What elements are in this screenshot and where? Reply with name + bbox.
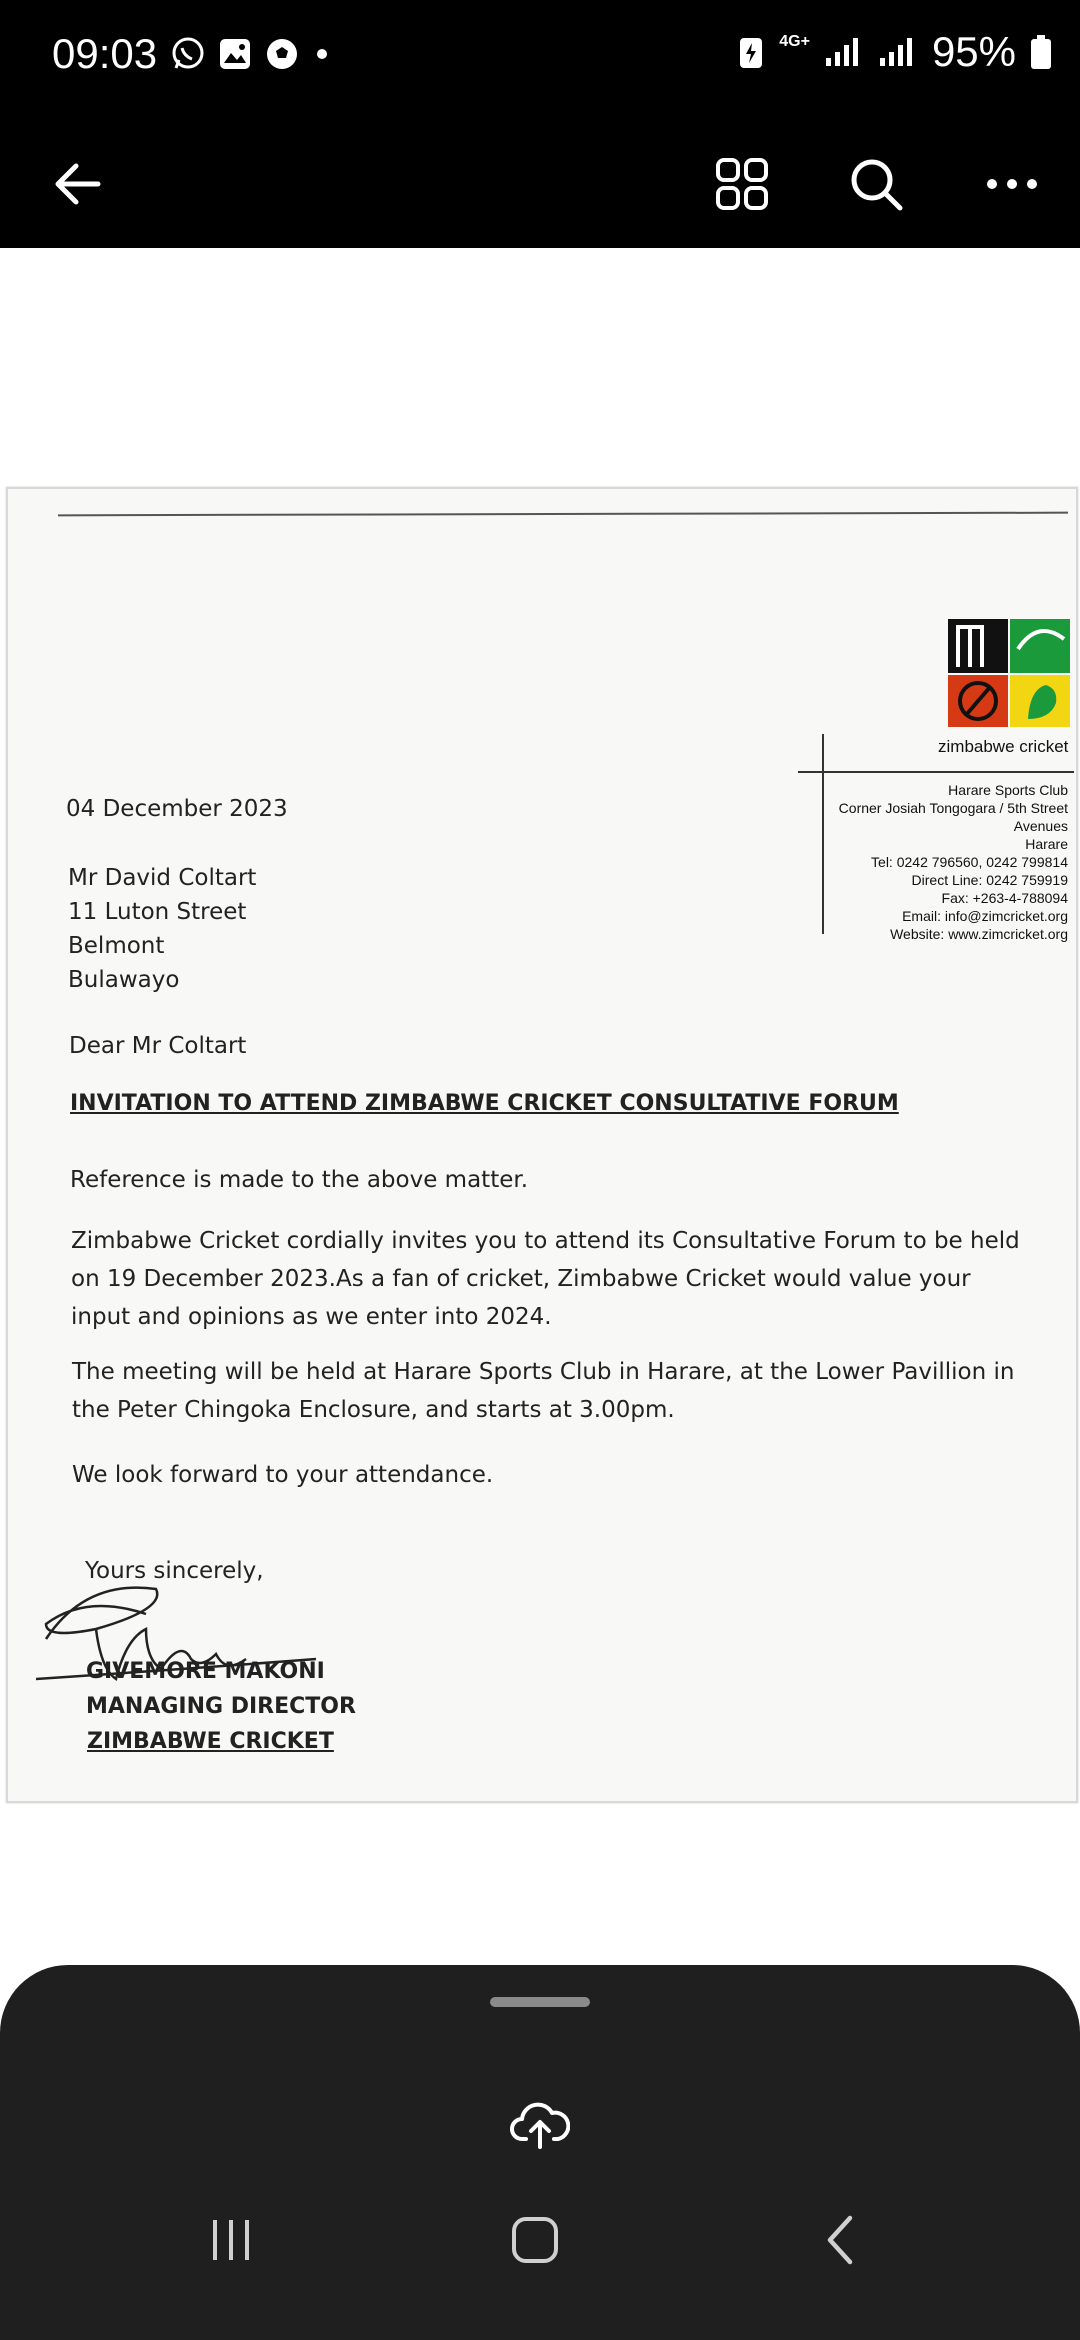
- whatsapp-icon: [170, 36, 206, 72]
- address-line: Tel: 0242 796560, 0242 799814: [871, 854, 1068, 870]
- gallery-icon: [218, 37, 252, 71]
- home-icon: [510, 2215, 560, 2265]
- battery-icon: [1030, 34, 1052, 70]
- letter-date: 04 December 2023: [66, 796, 288, 822]
- paragraph: We look forward to your attendance.: [72, 1462, 494, 1488]
- signatory-name: GIVEMORE MAKONI: [86, 1659, 325, 1684]
- search-button[interactable]: [834, 142, 918, 226]
- status-bar: [0, 0, 1080, 118]
- address-line: Fax: +263-4-788094: [941, 890, 1068, 906]
- bottom-sheet: [0, 1965, 1080, 2340]
- subject-line: INVITATION TO ATTEND ZIMBABWE CRICKET CONSULTATIVE FORUM: [70, 1091, 899, 1116]
- address-line: Direct Line: 0242 759919: [911, 872, 1068, 888]
- dot-icon: [312, 44, 332, 64]
- nav-back-button[interactable]: [795, 2200, 885, 2280]
- address-line: Website: www.zimcricket.org: [890, 926, 1068, 942]
- more-horizontal-icon: [984, 174, 1040, 194]
- status-right: [737, 28, 1052, 76]
- status-time: 09:03: [52, 30, 158, 77]
- zimbabwe-cricket-logo: [948, 619, 1070, 727]
- grid-icon: [712, 154, 772, 214]
- page-top-rule: [58, 512, 1068, 517]
- salutation: Dear Mr Coltart: [69, 1033, 247, 1059]
- nav-back-icon: [820, 2212, 860, 2268]
- battery-saver-icon: [737, 34, 765, 70]
- recents-icon: [207, 2216, 255, 2264]
- sheet-drag-handle[interactable]: [490, 1997, 590, 2007]
- football-icon: [264, 36, 300, 72]
- signal-icon-2: [878, 36, 918, 68]
- more-options-button[interactable]: [970, 142, 1054, 226]
- recipient-line: Belmont: [68, 933, 165, 959]
- recipient-line: Bulawayo: [68, 967, 180, 993]
- paragraph: The meeting will be held at Harare Sports Club in Harare, at the Lower Pavillion in the Peter Chingoka Enclosure, and starts at 3.00pm.: [72, 1359, 1015, 1423]
- notification-icons: [170, 36, 332, 72]
- signatory-org: ZIMBABWE CRICKET: [87, 1729, 334, 1754]
- upload-button[interactable]: [500, 2090, 580, 2160]
- network-type: 4G+: [779, 33, 810, 50]
- address-line: Harare Sports Club: [948, 782, 1068, 798]
- document-image[interactable]: [6, 487, 1078, 1803]
- recents-button[interactable]: [186, 2200, 276, 2280]
- letterhead-address: [839, 781, 1068, 943]
- address-line: Corner Josiah Tongogara / 5th Street: [838, 800, 1068, 816]
- signal-icon: [824, 36, 864, 68]
- back-button[interactable]: [36, 142, 120, 226]
- search-icon: [846, 154, 906, 214]
- arrow-left-icon: [50, 156, 106, 212]
- address-line: Email: info@zimcricket.org: [902, 908, 1068, 924]
- paragraph: Zimbabwe Cricket cordially invites you to attend its Consultative Forum to be held on 19 December 2023.As a fan of cricket, Zimbabwe Cricket would value your input and opinions as we enter into 2024.: [71, 1228, 1020, 1330]
- battery-percent: 95%: [931, 28, 1016, 75]
- signatory-title: MANAGING DIRECTOR: [86, 1694, 356, 1719]
- address-line: Avenues: [1013, 818, 1068, 834]
- home-button[interactable]: [490, 2200, 580, 2280]
- cloud-upload-icon: [510, 2099, 570, 2151]
- paragraph: Reference is made to the above matter.: [70, 1167, 529, 1193]
- grid-view-button[interactable]: [700, 142, 784, 226]
- recipient-line: Mr David Coltart: [68, 865, 257, 891]
- logo-text: zimbabwe cricket: [938, 737, 1069, 756]
- letterhead-horizontal-rule: [798, 771, 1074, 773]
- letterhead-vertical-rule: [822, 734, 824, 934]
- address-line: Harare: [1025, 836, 1068, 852]
- closing: Yours sincerely,: [85, 1558, 264, 1584]
- recipient-line: 11 Luton Street: [68, 899, 247, 925]
- app-bar: [0, 118, 1080, 248]
